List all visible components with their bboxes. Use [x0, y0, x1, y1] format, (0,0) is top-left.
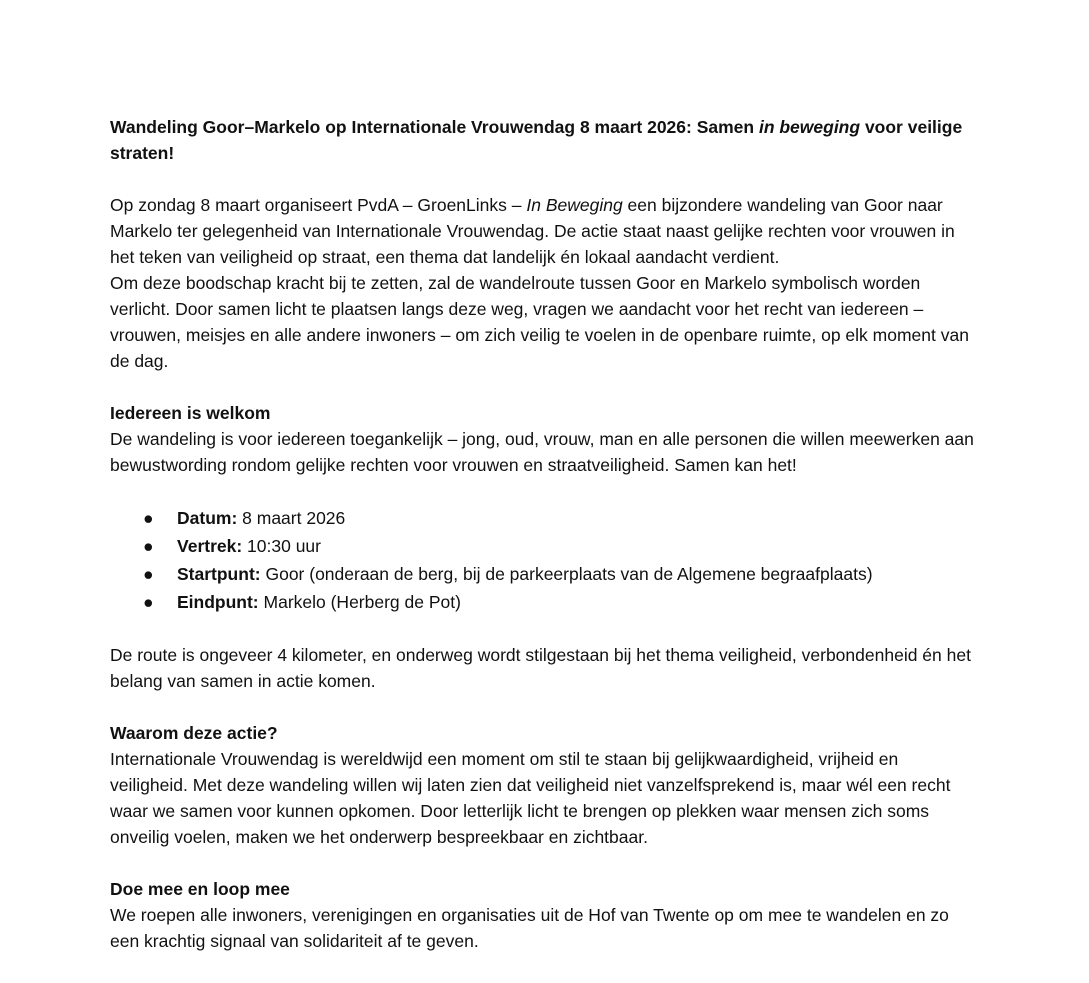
detail-label: Datum:	[177, 508, 238, 528]
detail-value: Markelo (Herberg de Pot)	[258, 592, 461, 612]
detail-value: 10:30 uur	[242, 536, 321, 556]
document-body	[110, 114, 980, 954]
bullet-icon: ●	[143, 536, 154, 556]
list-item	[110, 532, 980, 560]
bullet-icon: ●	[143, 564, 154, 584]
title-text: Wandeling Goor–Markelo op Internationale Vrouwendag 8 maart 2026: Samen	[110, 117, 759, 137]
join-heading: Doe mee en loop mee	[110, 879, 290, 899]
document-title	[110, 114, 980, 166]
bullet-icon: ●	[143, 508, 154, 528]
route-paragraph: De route is ongeveer 4 kilometer, en onderweg wordt stilgestaan bij het thema veiligheid, verbondenheid én het belang van samen in actie komen.	[110, 645, 971, 691]
intro-paragraph	[110, 192, 980, 270]
welcome-text: De wandeling is voor iedereen toegankelijk – jong, oud, vrouw, man en alle personen die willen meewerken aan bewustwording rondom gelijke rechten voor vrouwen en straatveiligheid. Samen kan het!	[110, 429, 974, 475]
intro-paragraph-2: Om deze boodschap kracht bij te zetten, zal de wandelroute tussen Goor en Markelo symbolisch worden verlicht. Door samen licht te plaatsen langs deze weg, vragen we aandacht voor het recht van iedereen – vrouwen, meisjes en alle andere inwoners – om zich veilig te voelen in de openbare ruimte, op elk moment van de dag.	[110, 273, 969, 371]
intro-text: Op zondag 8 maart organiseert PvdA – GroenLinks –	[110, 195, 527, 215]
intro-emphasis: In Beweging	[526, 195, 623, 215]
bullet-icon: ●	[143, 592, 154, 612]
welcome-heading: Iedereen is welkom	[110, 403, 271, 423]
detail-label: Startpunt:	[177, 564, 261, 584]
why-section	[110, 720, 980, 850]
list-item	[110, 504, 980, 532]
why-text: Internationale Vrouwendag is wereldwijd een moment om stil te staan bij gelijkwaardigheid, vrijheid en veiligheid. Met deze wandeling willen wij laten zien dat veiligheid niet vanzelfsprekend is, maar wél een recht waar we samen voor kunnen opkomen. Door letterlijk licht te brengen op plekken waar mensen zich soms onveilig voelen, maken we het onderwerp bespreekbaar en zichtbaar.	[110, 749, 951, 847]
detail-value: Goor (onderaan de berg, bij de parkeerplaats van de Algemene begraafplaats)	[260, 564, 873, 584]
why-heading: Waarom deze actie?	[110, 723, 278, 743]
detail-label: Eindpunt:	[177, 592, 259, 612]
title-emphasis: in beweging	[758, 117, 861, 137]
join-section	[110, 876, 980, 954]
detail-label: Vertrek:	[177, 536, 243, 556]
intro-section	[110, 192, 980, 374]
event-details-list	[110, 504, 980, 616]
list-item	[110, 560, 980, 588]
list-item	[110, 588, 980, 616]
title-text-end: voor veilige straten!	[110, 117, 963, 163]
intro-text-end: een bijzondere wandeling van Goor naar Markelo ter gelegenheid van Internationale Vrouwendag. De actie staat naast gelijke rechten voor vrouwen in het teken van veiligheid op straat, een thema dat landelijk én lokaal aandacht verdient.	[110, 195, 955, 267]
join-text: We roepen alle inwoners, verenigingen en organisaties uit de Hof van Twente op om mee te wandelen en zo een krachtig signaal van solidariteit af te geven.	[110, 905, 949, 951]
welcome-section	[110, 400, 980, 478]
detail-value: 8 maart 2026	[237, 508, 346, 528]
